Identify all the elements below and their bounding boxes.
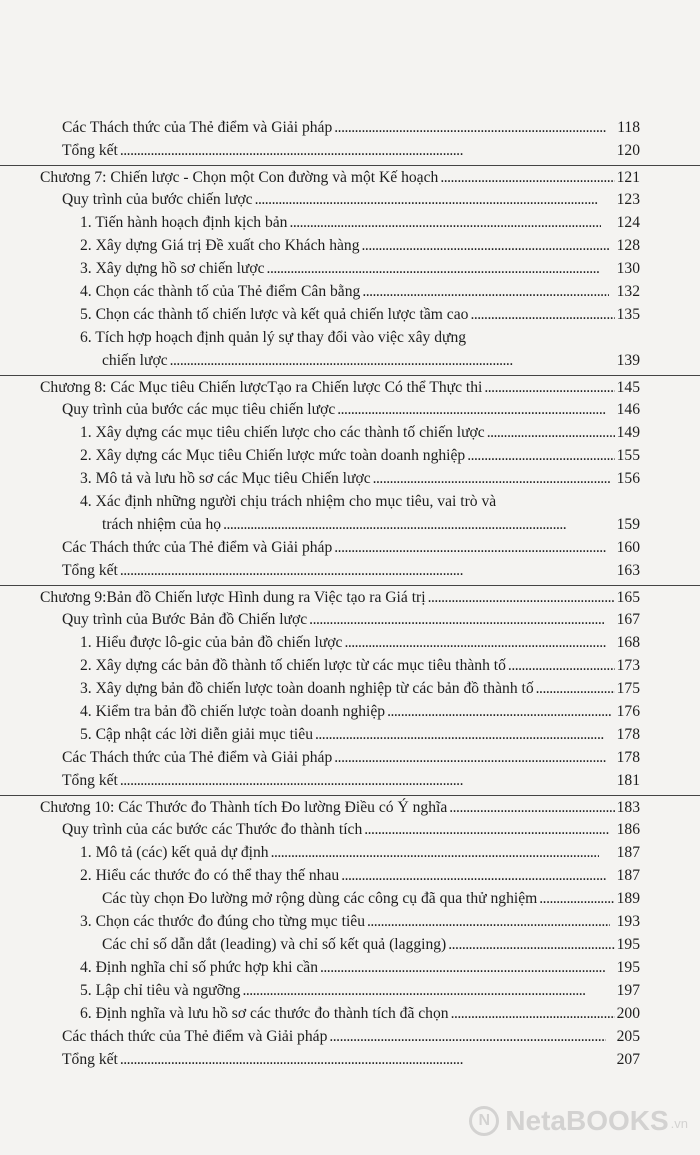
toc-entry-title: 2. Xây dựng các bản đồ thành tố chiến lược từ các mục tiêu thành tố <box>80 657 506 674</box>
toc-entry-title: 4. Xác định những người chịu trách nhiệm cho mục tiêu, vai trò và <box>80 493 497 510</box>
toc-dot-leader <box>467 444 614 467</box>
toc-chapter-row <box>0 585 700 608</box>
toc-entry-title: Chương 8: Các Mục tiêu Chiến lượcTạo ra Chiến lược Có thể Thực thi <box>40 379 483 396</box>
watermark <box>469 1105 688 1137</box>
toc-entry-row <box>0 444 700 467</box>
toc-entry-row <box>0 979 700 1002</box>
toc-page-number: 168 <box>616 634 640 651</box>
toc-entry-title: trách nhiệm của họ <box>102 516 222 533</box>
toc-entry-row <box>0 280 700 303</box>
toc-entry-row <box>0 349 700 372</box>
toc-entry-title: Tổng kết <box>62 1051 118 1068</box>
toc-dot-leader <box>341 864 607 887</box>
toc-dot-leader <box>508 654 615 677</box>
toc-entry-title: Quy trình của bước các mục tiêu chiến lược <box>62 401 336 418</box>
toc-dot-leader <box>334 536 606 559</box>
toc-entry-row <box>0 1002 700 1025</box>
toc-dot-leader <box>271 841 600 864</box>
toc-entry-row <box>0 864 700 887</box>
toc-page-number: 175 <box>616 680 640 697</box>
toc-page-number: 178 <box>616 749 640 766</box>
toc-dot-leader <box>120 139 598 162</box>
toc-dot-leader <box>267 257 600 280</box>
toc-dot-leader <box>373 467 611 490</box>
toc-entry-title: Tổng kết <box>62 772 118 789</box>
toc-dot-leader <box>440 166 614 189</box>
toc-entry-row <box>0 608 700 631</box>
toc-entry-title: 3. Mô tả và lưu hồ sơ các Mục tiêu Chiến lược <box>80 470 371 487</box>
toc-dot-leader <box>334 116 606 139</box>
toc-entry-row <box>0 257 700 280</box>
toc-chapter-row <box>0 165 700 188</box>
toc-entry-title: 2. Xây dựng Giá trị Đề xuất cho Khách hàng <box>80 237 360 254</box>
toc-entry-title: Các Thách thức của Thẻ điểm và Giải pháp <box>62 539 333 556</box>
toc-page-number: 156 <box>616 470 640 487</box>
toc-entry-title: 3. Chọn các thước đo đúng cho từng mục tiêu <box>80 913 365 930</box>
toc-entry-title: Các thách thức của Thẻ điểm và Giải pháp <box>62 1028 328 1045</box>
toc-dot-leader <box>120 1048 598 1071</box>
toc-entry-title: Các chỉ số dẫn dắt (leading) và chỉ số kết quả (lagging) <box>102 936 447 953</box>
toc-page-number: 132 <box>616 283 640 300</box>
toc-entry-row <box>0 1025 700 1048</box>
toc-entry-title: Tổng kết <box>62 142 118 159</box>
toc-dot-leader <box>120 559 598 582</box>
toc-dot-leader <box>487 421 615 444</box>
toc-dot-leader <box>362 234 609 257</box>
toc-page-number: 130 <box>616 260 640 277</box>
toc-page-number: 155 <box>616 447 640 464</box>
toc-page-number: 146 <box>616 401 640 418</box>
toc-entry-title: 2. Xây dựng các Mục tiêu Chiến lược mức toàn doanh nghiệp <box>80 447 466 464</box>
toc-page-number: 187 <box>616 844 640 861</box>
toc-entry-row <box>0 116 700 139</box>
toc-dot-leader <box>364 818 609 841</box>
toc-entry-row <box>0 654 700 677</box>
toc-dot-leader <box>449 796 614 819</box>
toc-entry-row <box>0 326 700 349</box>
toc-page-number: 207 <box>616 1051 640 1068</box>
toc-dot-leader <box>320 956 605 979</box>
toc-dot-leader <box>329 1025 605 1048</box>
toc-dot-leader <box>362 280 609 303</box>
toc-entry-row <box>0 188 700 211</box>
toc-page-number: 173 <box>616 657 640 674</box>
toc-entry-row <box>0 467 700 490</box>
toc-entry-title: 1. Xây dựng các mục tiêu chiến lược cho các thành tố chiến lược <box>80 424 485 441</box>
toc-dot-leader <box>223 513 598 536</box>
toc-page-number: 195 <box>616 959 640 976</box>
toc-dot-leader <box>451 1002 615 1025</box>
toc-entry-title: 4. Chọn các thành tố của Thẻ điểm Cân bằng <box>80 283 361 300</box>
toc-entry-title: 1. Hiểu được lô-gic của bản đồ chiến lược <box>80 634 343 651</box>
toc-entry-row <box>0 303 700 326</box>
toc-page-number: 176 <box>616 703 640 720</box>
toc-page-number: 120 <box>616 142 640 159</box>
toc-entry-row <box>0 677 700 700</box>
toc-entry-row <box>0 398 700 421</box>
toc-entry-row <box>0 769 700 792</box>
toc-entry-title: 4. Định nghĩa chỉ số phức hợp khi cần <box>80 959 319 976</box>
toc-page-number: 186 <box>616 821 640 838</box>
toc-dot-leader <box>367 910 610 933</box>
toc-entry-title: 1. Mô tả (các) kết quả dự định <box>80 844 269 861</box>
toc-dot-leader <box>448 933 614 956</box>
toc-dot-leader <box>170 349 598 372</box>
toc-entry-row <box>0 490 700 513</box>
watermark-suffix: .vn <box>670 1116 688 1131</box>
toc-page-number: 160 <box>616 539 640 556</box>
toc-entry-title: 3. Xây dựng bản đồ chiến lược toàn doanh nghiệp từ các bản đồ thành tố <box>80 680 534 697</box>
toc-page-number: 193 <box>616 913 640 930</box>
toc-page-number: 181 <box>616 772 640 789</box>
toc-entry-row <box>0 700 700 723</box>
toc-entry-title: Các Thách thức của Thẻ điểm và Giải pháp <box>62 119 333 136</box>
toc-page-number: 183 <box>616 799 640 816</box>
toc-entry-row <box>0 956 700 979</box>
toc-page-number: 187 <box>616 867 640 884</box>
toc-entry-title: 6. Định nghĩa và lưu hồ sơ các thước đo thành tích đã chọn <box>80 1005 449 1022</box>
toc-entry-title: Quy trình của Bước Bản đồ Chiến lược <box>62 611 308 628</box>
toc-page-number: 139 <box>616 352 640 369</box>
toc-entry-row <box>0 631 700 654</box>
toc-page-number: 197 <box>616 982 640 999</box>
toc-page-number: 178 <box>616 726 640 743</box>
toc-page-number: 124 <box>616 214 640 231</box>
toc-entry-row <box>0 746 700 769</box>
toc-page-number: 205 <box>616 1028 640 1045</box>
watermark-name: NetaBOOKS <box>505 1105 669 1136</box>
toc-dot-leader <box>344 631 607 654</box>
toc-dot-leader <box>470 303 614 326</box>
toc-entry-title: Quy trình của bước chiến lược <box>62 191 253 208</box>
toc-entry-row <box>0 887 700 910</box>
toc-entry-row <box>0 513 700 536</box>
toc-entry-title: Các Thách thức của Thẻ điểm và Giải pháp <box>62 749 333 766</box>
toc-entry-row <box>0 421 700 444</box>
toc-dot-leader <box>309 608 603 631</box>
toc-chapter-row <box>0 375 700 398</box>
toc-page-number: 200 <box>616 1005 640 1022</box>
toc-entry-row <box>0 1048 700 1071</box>
toc-chapter-row <box>0 795 700 818</box>
toc-entry-row <box>0 139 700 162</box>
toc-entry-row <box>0 559 700 582</box>
toc-entry-title: 4. Kiểm tra bản đồ chiến lược toàn doanh nghiệp <box>80 703 386 720</box>
toc-entry-title: 5. Cập nhật các lời diễn giải mục tiêu <box>80 726 313 743</box>
toc-entry-row <box>0 536 700 559</box>
toc-page-number: 167 <box>616 611 640 628</box>
toc-page-number: 121 <box>616 169 640 186</box>
toc-dot-leader <box>120 769 598 792</box>
toc-page-number: 149 <box>616 424 640 441</box>
toc-entry-title: 2. Hiểu các thước đo có thể thay thế nhau <box>80 867 340 884</box>
toc-entry-row <box>0 211 700 234</box>
toc-page-number: 123 <box>616 191 640 208</box>
toc-page-number: 128 <box>616 237 640 254</box>
toc-dot-leader <box>387 700 612 723</box>
toc-page-number: 135 <box>616 306 640 323</box>
toc-entry-title: Chương 7: Chiến lược - Chọn một Con đường và một Kế hoạch <box>40 169 439 186</box>
toc-entry-title: 6. Tích hợp hoạch định quản lý sự thay đổi vào việc xây dựng <box>80 329 467 346</box>
toc-page-number: 195 <box>616 936 640 953</box>
toc-dot-leader <box>315 723 604 746</box>
toc-dot-leader <box>484 376 614 399</box>
toc-page-number: 189 <box>616 890 640 907</box>
netabooks-logo-icon: N <box>469 1106 499 1136</box>
toc-page-number: 118 <box>617 119 640 136</box>
toc-dot-leader <box>289 211 601 234</box>
table-of-contents <box>0 116 700 1071</box>
toc-entry-row <box>0 723 700 746</box>
toc-entry-row <box>0 234 700 257</box>
toc-dot-leader <box>337 398 606 421</box>
toc-entry-title: 3. Xây dựng hồ sơ chiến lược <box>80 260 265 277</box>
toc-dot-leader <box>255 188 598 211</box>
toc-entry-title: Tổng kết <box>62 562 118 579</box>
toc-entry-title: 5. Chọn các thành tố chiến lược và kết quả chiến lược tầm cao <box>80 306 469 323</box>
toc-entry-row <box>0 910 700 933</box>
toc-entry-title: chiến lược <box>102 352 168 369</box>
toc-entry-title: Chương 10: Các Thước đo Thành tích Đo lường Điều có Ý nghĩa <box>40 799 448 816</box>
toc-entry-title: 1. Tiến hành hoạch định kịch bản <box>80 214 288 231</box>
toc-entry-row <box>0 933 700 956</box>
toc-page-number: 159 <box>616 516 640 533</box>
toc-page-number: 145 <box>616 379 640 396</box>
toc-dot-leader <box>242 979 598 1002</box>
toc-entry-title: Quy trình của các bước các Thước đo thành tích <box>62 821 363 838</box>
toc-page-number: 165 <box>616 589 640 606</box>
toc-page-number: 163 <box>616 562 640 579</box>
toc-entry-title: 5. Lập chỉ tiêu và ngưỡng <box>80 982 241 999</box>
toc-dot-leader <box>536 677 615 700</box>
toc-dot-leader <box>539 887 614 910</box>
toc-entry-row <box>0 841 700 864</box>
toc-dot-leader <box>334 746 606 769</box>
toc-dot-leader <box>428 586 615 609</box>
toc-entry-title: Các tùy chọn Đo lường mở rộng dùng các công cụ đã qua thử nghiệm <box>102 890 538 907</box>
toc-entry-title: Chương 9:Bản đồ Chiến lược Hình dung ra Việc tạo ra Giá trị <box>40 589 426 606</box>
toc-entry-row <box>0 818 700 841</box>
